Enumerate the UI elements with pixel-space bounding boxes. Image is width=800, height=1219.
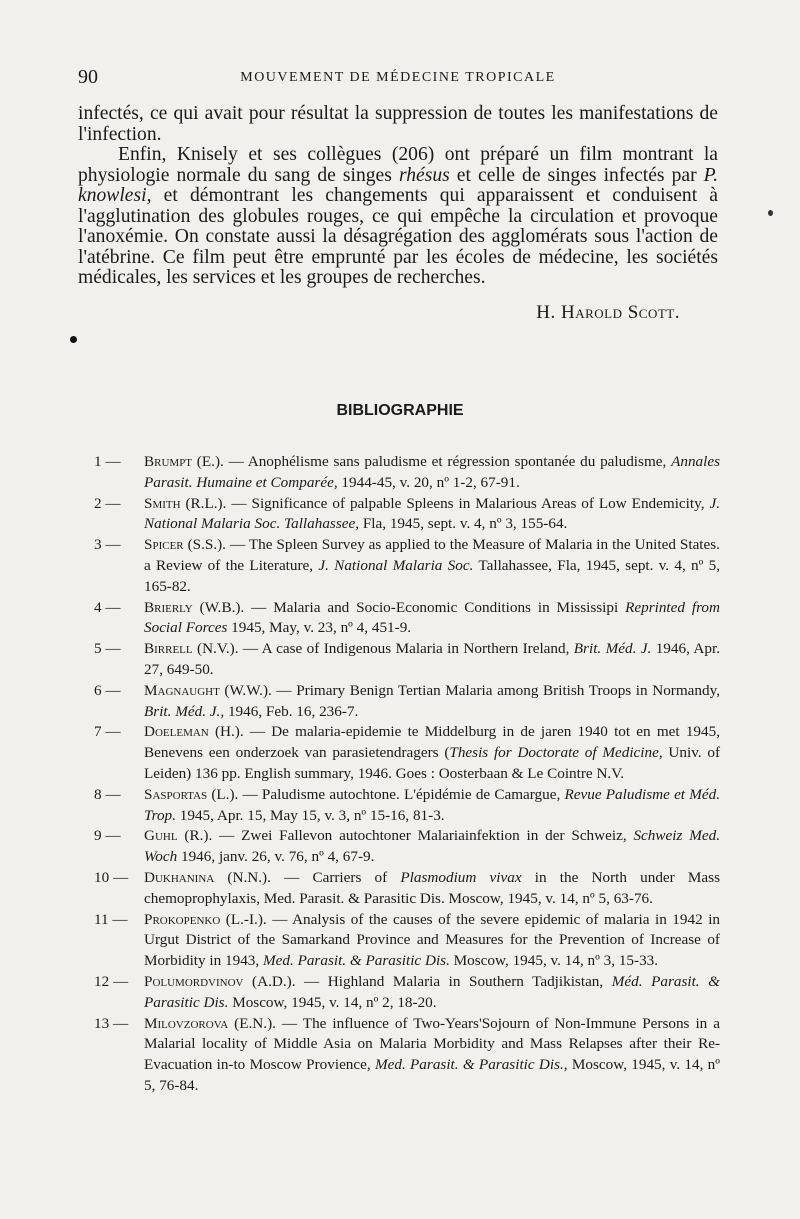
reference-journal: Schweiz Med. Woch bbox=[144, 827, 720, 866]
reference-journal: Méd. Parasit. & Parasitic Dis. bbox=[144, 972, 720, 1011]
reference-details: 1946, Apr. 27, 649-50. bbox=[144, 640, 720, 678]
reference-item bbox=[94, 722, 720, 784]
reference-journal: Reprinted from Social Forces bbox=[144, 598, 720, 637]
margin-mark bbox=[768, 210, 773, 216]
reference-text: — Significance of palpable Spleens in Malarious Areas of Low Endemicity, bbox=[226, 494, 710, 512]
reference-text: — The Spleen Survey as applied to the Measure of Malaria in the United States. a Review of the Literature, bbox=[144, 536, 720, 574]
reference-number: 10 — bbox=[94, 868, 129, 886]
reference-details: Fla, 1945, sept. v. 4, nº 3, 155-64. bbox=[359, 515, 568, 533]
running-title: MOUVEMENT DE MÉDECINE TROPICALE bbox=[240, 70, 556, 85]
reference-text: — Primary Benign Tertian Malaria among British Troops in Normandy, bbox=[271, 681, 720, 699]
reference-number: 13 — bbox=[94, 1014, 129, 1032]
reference-text: — A case of Indigenous Malaria in Northern Ireland, bbox=[238, 640, 574, 658]
reference-text: — Highland Malaria in Southern Tadjikistan, bbox=[295, 972, 612, 990]
reference-details: 1945, May, v. 23, nº 4, 451-9. bbox=[227, 619, 412, 637]
reference-number: 12 — bbox=[94, 972, 129, 990]
reference-item bbox=[94, 910, 720, 972]
reference-text: — Anophélisme sans paludisme et régression spontanée du paludisme, bbox=[223, 453, 672, 470]
reference-journal: Thesis for Doctorate of Medicine, bbox=[449, 744, 663, 762]
paragraph-1: infectés, ce qui avait pour résultat la suppression de toutes les manifestations de l'infection. bbox=[78, 103, 718, 145]
bibliography-title: BIBLIOGRAPHIE bbox=[336, 402, 464, 419]
reference-number: 4 — bbox=[94, 598, 121, 616]
reference-journal: Annales Parasit. Humaine et Comparée, bbox=[144, 453, 721, 491]
reference-author: Polumordvinov (A.D.). bbox=[144, 972, 296, 990]
reference-text: — Carriers of bbox=[270, 868, 401, 886]
reference-details: Moscow, 1945, v. 14, nº 5, 76-84. bbox=[144, 1056, 720, 1094]
paragraph-2 bbox=[78, 145, 718, 289]
reference-author: Prokopenko (L.-I.). bbox=[144, 910, 267, 928]
reference-text: — De malaria-epidemie te Middelburg in de jaren 1940 tot en met 1945, Benevens een onderzoek van parasietendragers ( bbox=[144, 723, 720, 762]
running-head bbox=[78, 66, 718, 90]
reference-item bbox=[94, 972, 720, 1014]
reference-item bbox=[94, 868, 720, 910]
reference-item bbox=[94, 1014, 720, 1097]
paragraph-2-part-c: , et démontrant les changements qui apparaissent et conduisent à l'agglutination des globules rouges, ce qui empêche la circulation et provoque l'anoxémie. On constate aussi la désagrégation des agglomérats sous l'action de l'atébrine. Ce film peut être emprunté par les écoles de médecine, les sociétés médicales, les services et les groupes de recherches. bbox=[78, 185, 718, 288]
reference-author: Brumpt (E.). bbox=[144, 453, 224, 470]
reference-text: — Malaria and Socio-Economic Conditions in Mississipi bbox=[244, 598, 626, 616]
reference-item bbox=[94, 535, 720, 597]
species-rhesus: rhésus bbox=[398, 164, 450, 186]
reference-item bbox=[94, 598, 720, 640]
reference-journal: Brit. Méd. J. bbox=[573, 640, 652, 658]
reference-author: Magnaught (W.W.). bbox=[144, 681, 272, 699]
reference-item bbox=[94, 785, 720, 827]
reference-author: Smith (R.L.). bbox=[144, 494, 227, 512]
reference-number: 2 — bbox=[94, 494, 121, 512]
reference-details: 1946, janv. 26, v. 76, nº 4, 67-9. bbox=[177, 848, 375, 866]
reference-details: Moscow, 1945, v. 14, nº 2, 18-20. bbox=[228, 993, 437, 1011]
reference-number: 1 — bbox=[94, 453, 121, 470]
reference-details: 1945, Apr. 15, May 15, v. 3, nº 15-16, 81-3. bbox=[175, 806, 445, 824]
reference-journal: Brit. Méd. J., bbox=[144, 702, 225, 720]
reference-item bbox=[94, 681, 720, 723]
bibliography-list bbox=[94, 452, 720, 1097]
reference-journal: Plasmodium vivax bbox=[400, 868, 522, 886]
species-knowlesi: P. knowlesi bbox=[78, 164, 718, 206]
page-number: 90 bbox=[78, 66, 98, 88]
reference-text: — Zwei Fallevon autochtoner Malariainfektion in der Schweiz, bbox=[212, 827, 634, 845]
reference-journal: J. National Malaria Soc. bbox=[318, 556, 474, 574]
reference-journal: Med. Parasit. & Parasitic Dis. bbox=[262, 952, 450, 970]
reference-author: Dukhanina (N.N.). bbox=[144, 868, 271, 886]
reference-author: Sasportas (L.). bbox=[144, 785, 239, 803]
reference-item bbox=[94, 494, 720, 536]
reference-number: 6 — bbox=[94, 681, 121, 699]
signature: H. Harold Scott. bbox=[536, 302, 680, 323]
reference-author: Spicer (S.S.). bbox=[144, 536, 226, 554]
reference-author: Doeleman (H.). bbox=[144, 723, 244, 741]
reference-item bbox=[94, 826, 720, 868]
reference-details: 1944-45, v. 20, nº 1-2, 67-91. bbox=[337, 473, 520, 491]
reference-number: 9 — bbox=[94, 827, 121, 845]
reference-number: 8 — bbox=[94, 785, 121, 803]
reference-details: in the North under Mass chemoprophylaxis, Med. Parasit. & Parasitic Dis. Moscow, 1945, v. 14, nº 5, 63-76. bbox=[144, 868, 720, 907]
reference-number: 11 — bbox=[94, 910, 128, 928]
reference-details: Moscow, 1945, v. 14, nº 3, 15-33. bbox=[449, 952, 659, 970]
reference-number: 3 — bbox=[94, 536, 121, 554]
reference-item bbox=[94, 639, 720, 681]
margin-mark bbox=[70, 336, 77, 343]
reference-journal: Revue Paludisme et Méd. Trop. bbox=[144, 785, 720, 824]
reference-details: Tallahassee, Fla, 1945, sept. v. 4, nº 5, 165-82. bbox=[144, 556, 720, 595]
reference-author: Birrell (N.V.). bbox=[144, 640, 239, 658]
reference-details: Univ. of Leiden) 136 pp. English summary, 1946. Goes : Oosterbaan & Le Cointre N.V. bbox=[144, 744, 721, 782]
reference-author: Brierly (W.B.). bbox=[144, 598, 245, 616]
reference-author: Guhl (R.). bbox=[144, 827, 213, 845]
paragraph-2-part-b: et celle de singes infectés par bbox=[449, 164, 704, 186]
reference-item bbox=[94, 452, 720, 494]
reference-author: Milovzorova (E.N.). bbox=[144, 1014, 276, 1032]
reference-number: 5 — bbox=[94, 640, 121, 658]
reference-text: — Paludisme autochtone. L'épidémie de Camargue, bbox=[238, 785, 565, 803]
body-text bbox=[78, 104, 718, 289]
reference-text: — The influence of Two-Years'Sojourn of Non-Immune Persons in a Malarial locality of Middle Asia on Malaria Morbidity and Mass Relapses after their Re-Evacuation in-to Moscow Provience, bbox=[144, 1014, 720, 1074]
reference-number: 7 — bbox=[94, 723, 121, 741]
reference-journal: Med. Parasit. & Parasitic Dis., bbox=[374, 1056, 568, 1074]
reference-journal: J. National Malaria Soc. Tallahassee, bbox=[144, 494, 720, 533]
reference-text: — Analysis of the causes of the severe epidemic of malaria in 1942 in Urgut District of the Samarkand Province and Measures for the Prevention of Increase of Morbidity in 1943, bbox=[144, 910, 721, 970]
paragraph-2-part-a: Enfin, Knisely et ses collègues (206) ont préparé un film montrant la physiologie normale du sang de singes bbox=[78, 144, 718, 186]
reference-details: 1946, Feb. 16, 236-7. bbox=[224, 702, 359, 720]
